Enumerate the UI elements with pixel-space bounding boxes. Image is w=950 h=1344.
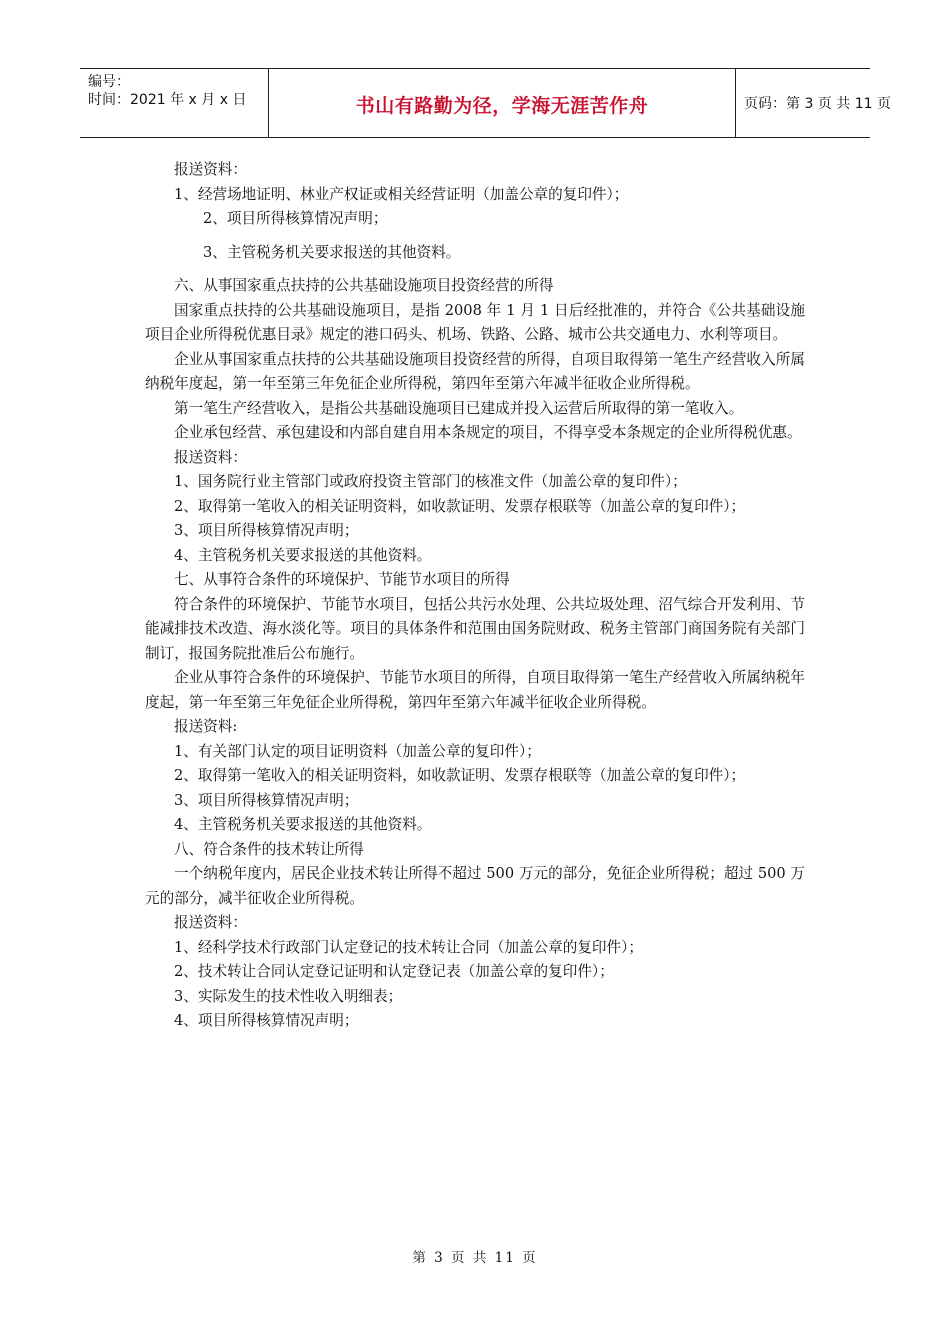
paragraph: 报送资料:	[174, 718, 238, 735]
paragraph: 企业从事国家重点扶持的公共基础设施项目投资经营的所得，自项目取得第一笔生产经营收入所属纳税年度起，第一年至第三年免征企业所得税，第四年至第六年减半征收企业所得税。	[145, 350, 805, 392]
page-footer: 第 3 页 共 11 页	[412, 1250, 538, 1266]
list-item: 1、有关部门认定的项目证明资料（加盖公章的复印件）；	[174, 742, 541, 760]
list-item: 1、经科学技术行政部门认定登记的技术转让合同（加盖公章的复印件）；	[174, 938, 643, 956]
list-item: 2、项目所得核算情况声明；	[203, 210, 388, 227]
header-motto: 书山有路勤为径，学海无涯苦作舟	[355, 95, 649, 117]
paragraph: 报送资料：	[174, 914, 247, 931]
list-item: 4、主管税务机关要求报送的其他资料。	[174, 546, 432, 564]
paragraph: 第一笔生产经营收入，是指公共基础设施项目已建成并投入运营后所取得的第一笔收入。	[174, 399, 744, 417]
list-item: 3、实际发生的技术性收入明细表；	[174, 987, 403, 1005]
paragraph: 报送资料：	[174, 448, 247, 466]
list-item: 2、取得第一笔收入的相关证明资料，如收款证明、发票存根联等（加盖公章的复印件）；	[174, 767, 746, 784]
header-motto-cell	[268, 69, 736, 137]
list-item: 3、项目所得核算情况声明；	[174, 522, 359, 539]
header-meta	[80, 69, 268, 137]
list-item: 1、经营场地证明、林业产权证或相关经营证明（加盖公章的复印件）；	[174, 185, 629, 203]
list-item: 3、主管税务机关要求报送的其他资料。	[203, 243, 461, 261]
section-heading: 六、从事国家重点扶持的公共基础设施项目投资经营的所得	[174, 277, 554, 294]
document-date: 时间：2021 年 x 月 x 日	[88, 92, 247, 108]
list-item: 1、国务院行业主管部门或政府投资主管部门的核准文件（加盖公章的复印件）；	[174, 473, 687, 490]
page-header	[80, 68, 891, 138]
list-item: 2、取得第一笔收入的相关证明资料，如收款证明、发票存根联等（加盖公章的复印件）；	[174, 497, 746, 515]
list-item: 4、项目所得核算情况声明；	[174, 1012, 359, 1029]
document-number-label: 编号：	[88, 74, 130, 90]
paragraph: 企业承包经营、承包建设和内部自建自用本条规定的项目，不得享受本条规定的企业所得税优惠。	[174, 424, 802, 441]
paragraph: 符合条件的环境保护、节能节水项目，包括公共污水处理、公共垃圾处理、沼气综合开发利用、节能减排技术改造、海水淡化等。项目的具体条件和范围由国务院财政、税务主管部门商国务院有关部门制订，报国务院批准后公布施行。	[145, 595, 805, 662]
paragraph: 国家重点扶持的公共基础设施项目，是指 2008 年 1 月 1 日后经批准的，并符合《公共基础设施项目企业所得税优惠目录》规定的港口码头、机场、铁路、公路、城市公共交通电力、水利等项目。	[145, 301, 805, 343]
header-page-info: 页码：第 3 页 共 11 页	[744, 96, 891, 112]
document-body	[145, 158, 805, 1034]
list-item: 2、技术转让合同认定登记证明和认定登记表（加盖公章的复印件）；	[174, 963, 614, 980]
header-page-cell	[736, 69, 891, 137]
paragraph: 报送资料：	[174, 161, 247, 178]
paragraph: 企业从事符合条件的环境保护、节能节水项目的所得，自项目取得第一笔生产经营收入所属纳税年度起，第一年至第三年免征企业所得税，第四年至第六年减半征收企业所得税。	[145, 669, 805, 711]
list-item: 4、主管税务机关要求报送的其他资料。	[174, 816, 432, 833]
section-heading: 八、符合条件的技术转让所得	[174, 840, 364, 858]
section-heading: 七、从事符合条件的环境保护、节能节水项目的所得	[174, 571, 510, 588]
list-item: 3、项目所得核算情况声明；	[174, 791, 359, 809]
paragraph: 一个纳税年度内，居民企业技术转让所得不超过 500 万元的部分，免征企业所得税；超过 500 万元的部分，减半征收企业所得税。	[145, 865, 805, 907]
